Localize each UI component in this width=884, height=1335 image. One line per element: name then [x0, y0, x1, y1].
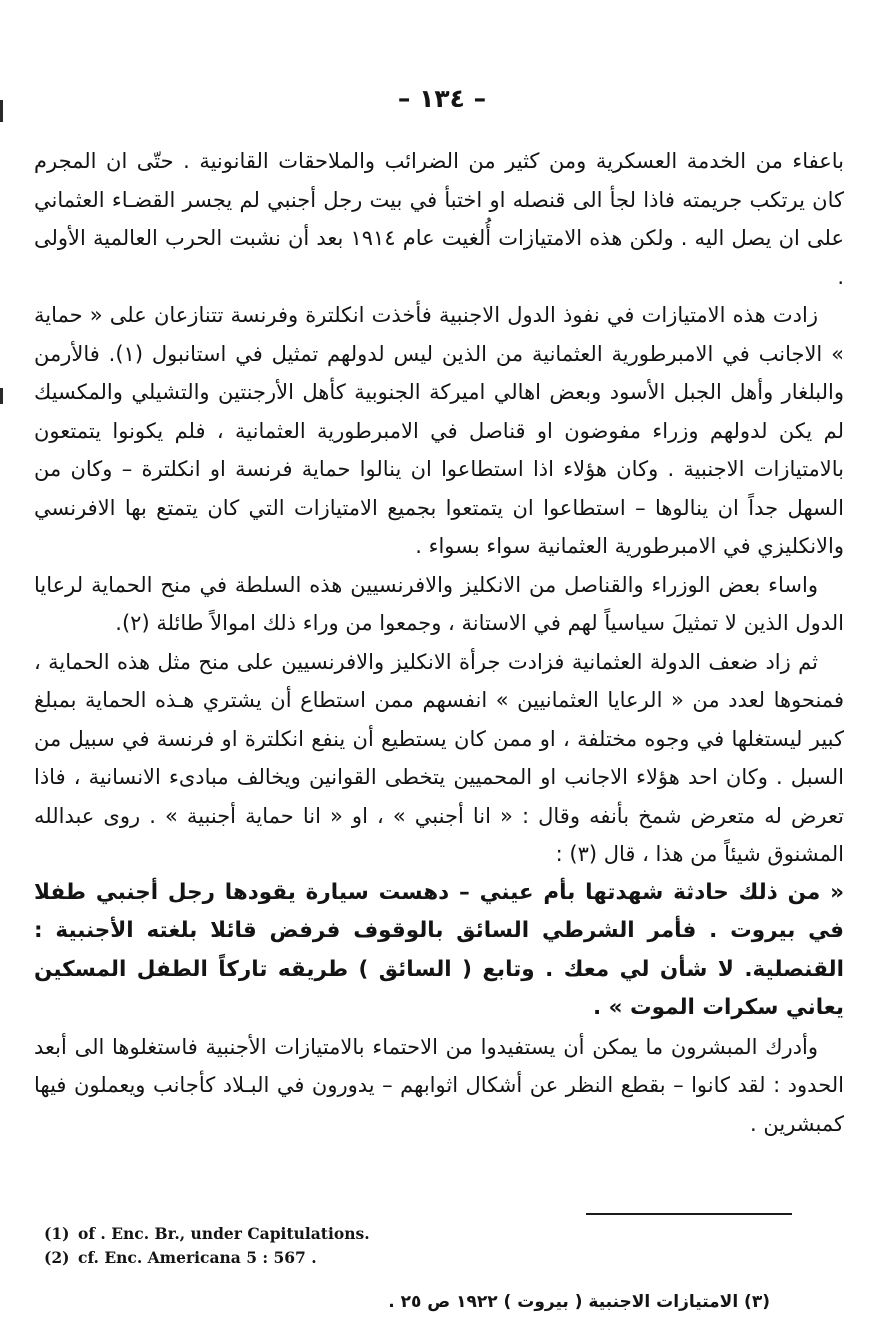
footnote-3: (٣) الامتيازات الاجنبية ( بيروت ) ١٩٢٢ ص ٢٥ .: [388, 1292, 770, 1312]
paragraph-3: واساء بعض الوزراء والقناصل من الانكليز والافرنسيين هذه السلطة في منح الحماية لرعايا الدول الذين لا تمثيلَ سياسياً لهم في الاستانة ، وجمعوا من وراء ذلك اموالاً طائلة (٢).: [34, 572, 844, 635]
footnote-number: (1): [44, 1224, 70, 1243]
footnote-divider: [586, 1213, 792, 1215]
paragraph-4: ثم زاد ضعف الدولة العثمانية فزادت جرأة الانكليز والافرنسيين على منح مثل هذه الحماية ، فمنحوها لعدد من « الرعايا العثمانيين » انفسهم ممن استطاع أن يشتري هـذه الحماية بمبلغ كبير ليستغلها في وجوه مختلفة ، او ممن كان يستطيع أن ينفع انكلترة او فرنسة في سبيل من السبل . وكان احد هؤلاء الاجانب او المحميين يتخطى القوانين ويخالف مبادىء الانسانية ، فاذا تعرض له متعرض شمخ بأنفه وقال : « انا أجنبي » ، او « انا حماية أجنبية » . روى عبدالله المشنوق شيئاً من هذا ، قال (٣) :: [34, 649, 844, 866]
scan-edge-mark: [0, 388, 3, 404]
footnote-text: of . Enc. Br., under Capitulations.: [78, 1224, 370, 1243]
footnotes-latin: [44, 1222, 744, 1270]
footnote-number: (2): [44, 1248, 70, 1267]
footnote-text: cf. Enc. Americana 5 : 567 .: [78, 1248, 317, 1267]
paragraph-6: وأدرك المبشرون ما يمكن أن يستفيدوا من الاحتماء بالامتيازات الأجنبية فاستغلوها الى أبعد الحدود : لقد كانوا – بقطع النظر عن أشكال اثوابهم – يدورون في البـلاد كأجانب ويعملون فيها كمبشرين .: [34, 1034, 844, 1136]
quotation-paragraph: « من ذلك حادثة شهدتها بأم عيني – دهست سيارة يقودها رجل أجنبي طفلا في بيروت . فأمر الشرطي السائق بالوقوف فرفض قائلا بلغته الأجنبية : القنصلية. لا شأن لي معك . وتابع ( السائق ) طريقه تاركاً الطفل المسكين يعاني سكرات الموت » .: [34, 879, 844, 1020]
page-number: – ١٣٤ –: [397, 84, 487, 113]
body-text: [34, 142, 844, 1143]
footnote-1: [44, 1222, 744, 1246]
paragraph-1: باعفاء من الخدمة العسكرية ومن كثير من الضرائب والملاحقات القانونية . حتّى ان المجرم كان يرتكب جريمته فاذا لجأ الى قنصله او اختبأ في بيت رجل أجنبي لم يجسر القضـاء العثماني على ان يصل اليه . ولكن هذه الامتيازات أُلغيت عام ١٩١٤ بعد أن نشبت الحرب العالمية الأولى .: [34, 149, 844, 289]
paragraph-2: زادت هذه الامتيازات في نفوذ الدول الاجنبية فأخذت انكلترة وفرنسة تتنازعان على « حماية » الاجانب في الامبرطورية العثمانية من الذين ليس لدولهم تمثيل في استانبول (١). فالأرمن والبلغار وأهل الجبل الأسود وبعض اهالي اميركة الجنوبية كأهل الأرجنتين والتشيلي والمكسيك لم يكن لدولهم وزراء مفوضون او قناصل في الامبرطورية العثمانية ، فلم يكونوا يتمتعون بالامتيازات الاجنبية . وكان هؤلاء اذا استطاعوا ان ينالوا حماية فرنسة او انكلترة – وكان من السهل جداً ان ينالوها – استطاعوا ان يتمتعوا بجميع الامتيازات التي كان يتمتع بها الافرنسي والانكليزي في الامبرطورية العثمانية سواء بسواء .: [34, 303, 844, 558]
footnote-2: [44, 1246, 744, 1270]
